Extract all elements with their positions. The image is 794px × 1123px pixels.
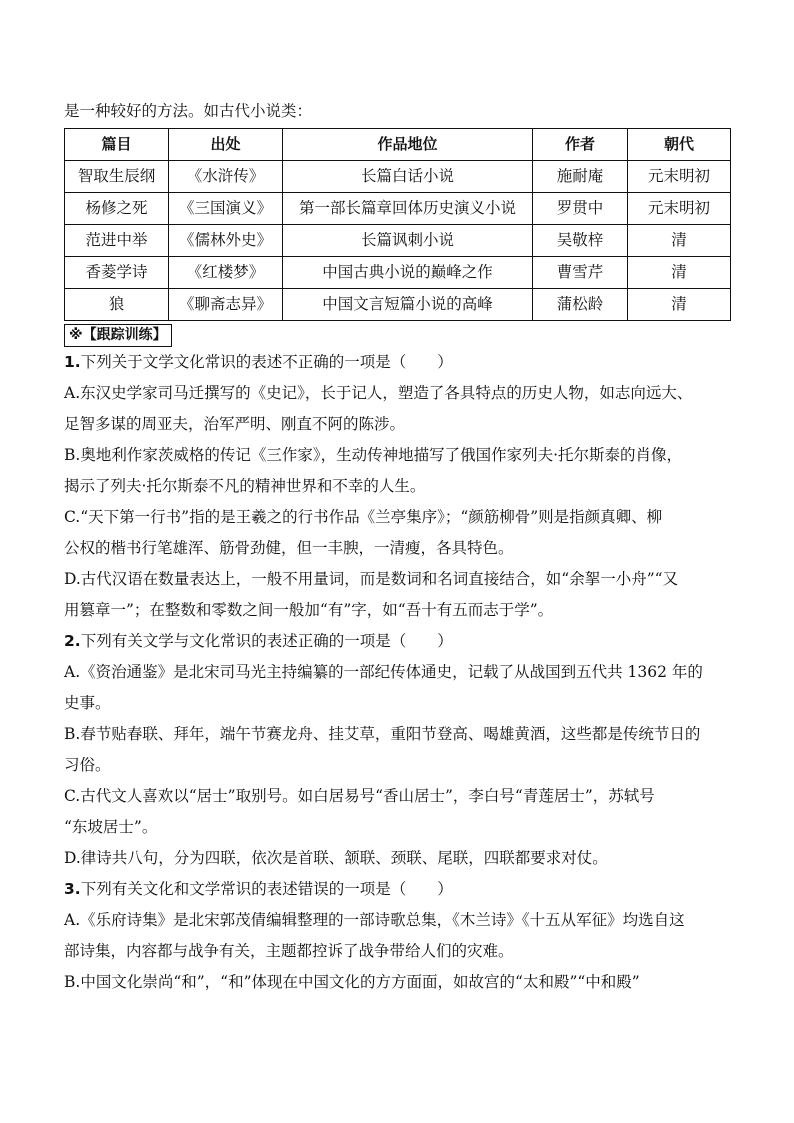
section-tag: ※【跟踪训练】 [64, 324, 172, 347]
table-cell: 长篇白话小说 [283, 161, 533, 193]
question-text: 下列关于文学文化常识的表述不正确的一项是（ ） [80, 353, 453, 371]
question-text: 下列有关文学与文化常识的表述正确的一项是（ ） [80, 632, 453, 650]
q2-option-c-line2: “东坡居士”。 [64, 818, 158, 836]
table-cell: 《三国演义》 [169, 193, 283, 225]
table-cell: 《聊斋志异》 [169, 289, 283, 321]
question-text: 下列有关文化和文学常识的表述错误的一项是（ ） [80, 880, 453, 898]
q2-option-a-line1: A.《资治通鉴》是北宋司马光主持编纂的一部纪传体通史，记载了从战国到五代共 1362 年的 [64, 663, 703, 681]
q1-option-a-line2: 足智多谋的周亚夫，治军严明、刚直不阿的陈涉。 [64, 415, 406, 433]
table-cell: 元末明初 [628, 193, 731, 225]
table-cell: 香菱学诗 [65, 257, 169, 289]
table-cell: 清 [628, 289, 731, 321]
q1-option-d-line1: D.古代汉语在数量表达上，一般不用量词，而是数词和名词直接结合，如“余挐一小舟”“又 [64, 570, 679, 588]
question-number: 2. [64, 632, 81, 650]
question-2-stem [64, 626, 728, 657]
table-cell: 吴敬梓 [533, 225, 628, 257]
table-cell: 智取生辰纲 [65, 161, 169, 193]
table-cell: 狼 [65, 289, 169, 321]
header-dynasty: 朝代 [628, 129, 731, 161]
question-1-stem [64, 347, 728, 378]
q1-option-c-line1: C.“天下第一行书”指的是王羲之的行书作品《兰亭集序》；“颜筋柳骨”则是指颜真卿、柳 [64, 508, 663, 526]
header-title: 篇目 [65, 129, 169, 161]
q3-option-a-line1: A.《乐府诗集》是北宋郭茂倩编辑整理的一部诗歌总集，《木兰诗》《十五从军征》均选自这 [64, 911, 685, 929]
table-header-row [65, 129, 731, 161]
question-number: 3. [64, 880, 81, 898]
q2-option-a-line2: 史事。 [64, 694, 111, 712]
table-cell: 《儒林外史》 [169, 225, 283, 257]
table-row [65, 193, 731, 225]
header-author: 作者 [533, 129, 628, 161]
q2-option-b-line2: 习俗。 [64, 756, 111, 774]
table-cell: 中国古典小说的巅峰之作 [283, 257, 533, 289]
table-row [65, 289, 731, 321]
q1-option-b-line1: B.奥地利作家茨威格的传记《三作家》，生动传神地描写了俄国作家列夫·托尔斯泰的肖像， [64, 446, 682, 464]
table-row [65, 257, 731, 289]
table-row [65, 225, 731, 257]
header-source: 出处 [169, 129, 283, 161]
q1-option-c-line2: 公权的楷书行笔雄浑、筋骨劲健，但一丰腴，一清瘦，各具特色。 [64, 539, 514, 557]
table-cell: 清 [628, 257, 731, 289]
table-cell: 杨修之死 [65, 193, 169, 225]
table-cell: 施耐庵 [533, 161, 628, 193]
q1-option-d-line2: 用篡章一”；在整数和零数之间一般加“有”字，如“吾十有五而志于学”。 [64, 601, 554, 619]
table-cell: 范进中举 [65, 225, 169, 257]
question-3-stem [64, 874, 728, 905]
table-cell: 罗贯中 [533, 193, 628, 225]
q1-option-b-line2: 揭示了列夫·托尔斯泰不凡的精神世界和不幸的人生。 [64, 477, 426, 495]
table-cell: 曹雪芹 [533, 257, 628, 289]
q2-option-b-line1: B.春节贴春联、拜年，端午节赛龙舟、挂艾草，重阳节登高、喝雄黄酒，这些都是传统节日的 [64, 725, 701, 743]
q2-option-d-line1: D.律诗共八句，分为四联，依次是首联、颔联、颈联、尾联，四联都要求对仗。 [64, 849, 608, 867]
table-cell: 清 [628, 225, 731, 257]
q3-option-b-line1: B.中国文化崇尚“和”，“和”体现在中国文化的方方面面，如故宫的“太和殿”“中和殿” [64, 973, 640, 991]
table-cell: 第一部长篇章回体历史演义小说 [283, 193, 533, 225]
table-cell: 中国文言短篇小说的高峰 [283, 289, 533, 321]
intro-text: 是一种较好的方法。如古代小说类： [64, 102, 313, 120]
table-cell: 蒲松龄 [533, 289, 628, 321]
novel-table [64, 128, 731, 321]
q3-option-a-line2: 部诗集，内容都与战争有关，主题都控诉了战争带给人们的灾难。 [64, 942, 514, 960]
header-status: 作品地位 [283, 129, 533, 161]
table-cell: 《水浒传》 [169, 161, 283, 193]
table-cell: 长篇讽刺小说 [283, 225, 533, 257]
q1-option-a-line1: A.东汉史学家司马迁撰写的《史记》，长于记人，塑造了各具特点的历史人物，如志向远大、 [64, 384, 693, 402]
question-number: 1. [64, 353, 81, 371]
document-page [64, 96, 728, 998]
table-row [65, 161, 731, 193]
table-cell: 元末明初 [628, 161, 731, 193]
q2-option-c-line1: C.古代文人喜欢以“居士”取别号。如白居易号“香山居士”，李白号“青莲居士”，苏轼号 [64, 787, 655, 805]
table-cell: 《红楼梦》 [169, 257, 283, 289]
